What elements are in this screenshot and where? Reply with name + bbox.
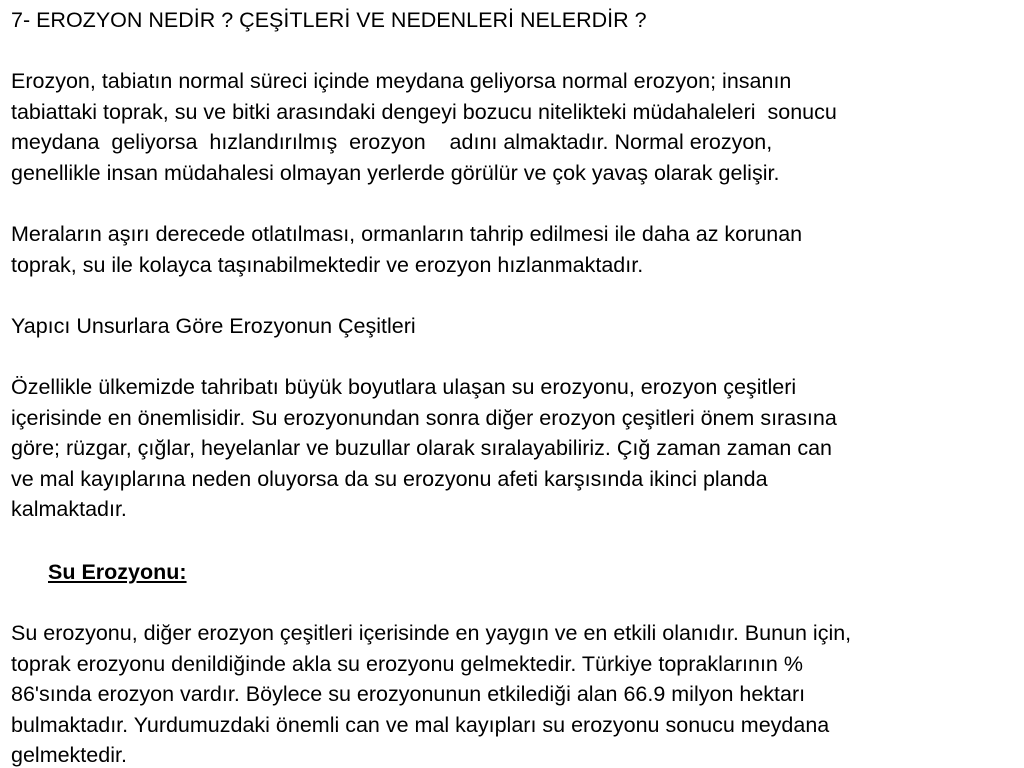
paragraph-4-line-5: gelmektedir. — [11, 743, 127, 768]
paragraph-3-line-5: kalmaktadır. — [11, 497, 127, 522]
su-erozyonu-subheading: Su Erozyonu: — [48, 560, 187, 584]
paragraph-1-line-4: genellikle insan müdahalesi olmayan yerlerde görülür ve çok yavaş olarak gelişir. — [11, 160, 780, 185]
paragraph-3-line-1: Özellikle ülkemizde tahribatı büyük boyutlara ulaşan su erozyonu, erozyon çeşitleri — [11, 375, 797, 399]
paragraph-2-line-1: Meraların aşırı derecede otlatılması, ormanların tahrip edilmesi ile daha az korunan — [11, 222, 803, 246]
paragraph-4-line-4: bulmaktadır. Yurdumuzdaki önemli can ve mal kayıpları su erozyonu sonucu meydana — [11, 712, 830, 737]
paragraph-4-line-2: toprak erozyonu denildiğinde akla su erozyonu gelmektedir. Türkiye topraklarının % — [11, 651, 803, 676]
paragraph-1-line-2: tabiattaki toprak, su ve bitki arasındaki dengeyi bozucu nitelikteki müdahaleleri sonucu — [11, 99, 837, 124]
paragraph-4-line-3: 86'sında erozyon vardır. Böylece su erozyonunun etkilediği alan 66.9 milyon hektarı — [11, 682, 806, 707]
paragraph-1-line-3: meydana geliyorsa hızlandırılmış erozyon adını almaktadır. Normal erozyon, — [11, 130, 773, 155]
document-title: 7- EROZYON NEDİR ? ÇEŞİTLERİ VE NEDENLERİ NELERDİR ? — [11, 8, 647, 32]
paragraph-3-line-2: içerisinde en önemlisidir. Su erozyonundan sonra diğer erozyon çeşitleri önem sırasına — [11, 405, 837, 430]
paragraph-4-line-1: Su erozyonu, diğer erozyon çeşitleri içerisinde en yaygın ve en etkili olanıdır. Bunun için, — [11, 621, 852, 645]
section-heading: Yapıcı Unsurlara Göre Erozyonun Çeşitleri — [11, 313, 416, 338]
paragraph-3-line-4: ve mal kayıplarına neden oluyorsa da su erozyonu afeti karşısında ikinci planda — [11, 466, 768, 491]
paragraph-1-line-1: Erozyon, tabiatın normal süreci içinde meydana geliyorsa normal erozyon; insanın — [11, 69, 792, 93]
paragraph-3-line-3: göre; rüzgar, çığlar, heyelanlar ve buzullar olarak sıralayabiliriz. Çığ zaman zaman can — [11, 436, 832, 461]
paragraph-2-line-2: toprak, su ile kolayca taşınabilmektedir ve erozyon hızlanmaktadır. — [11, 252, 644, 277]
